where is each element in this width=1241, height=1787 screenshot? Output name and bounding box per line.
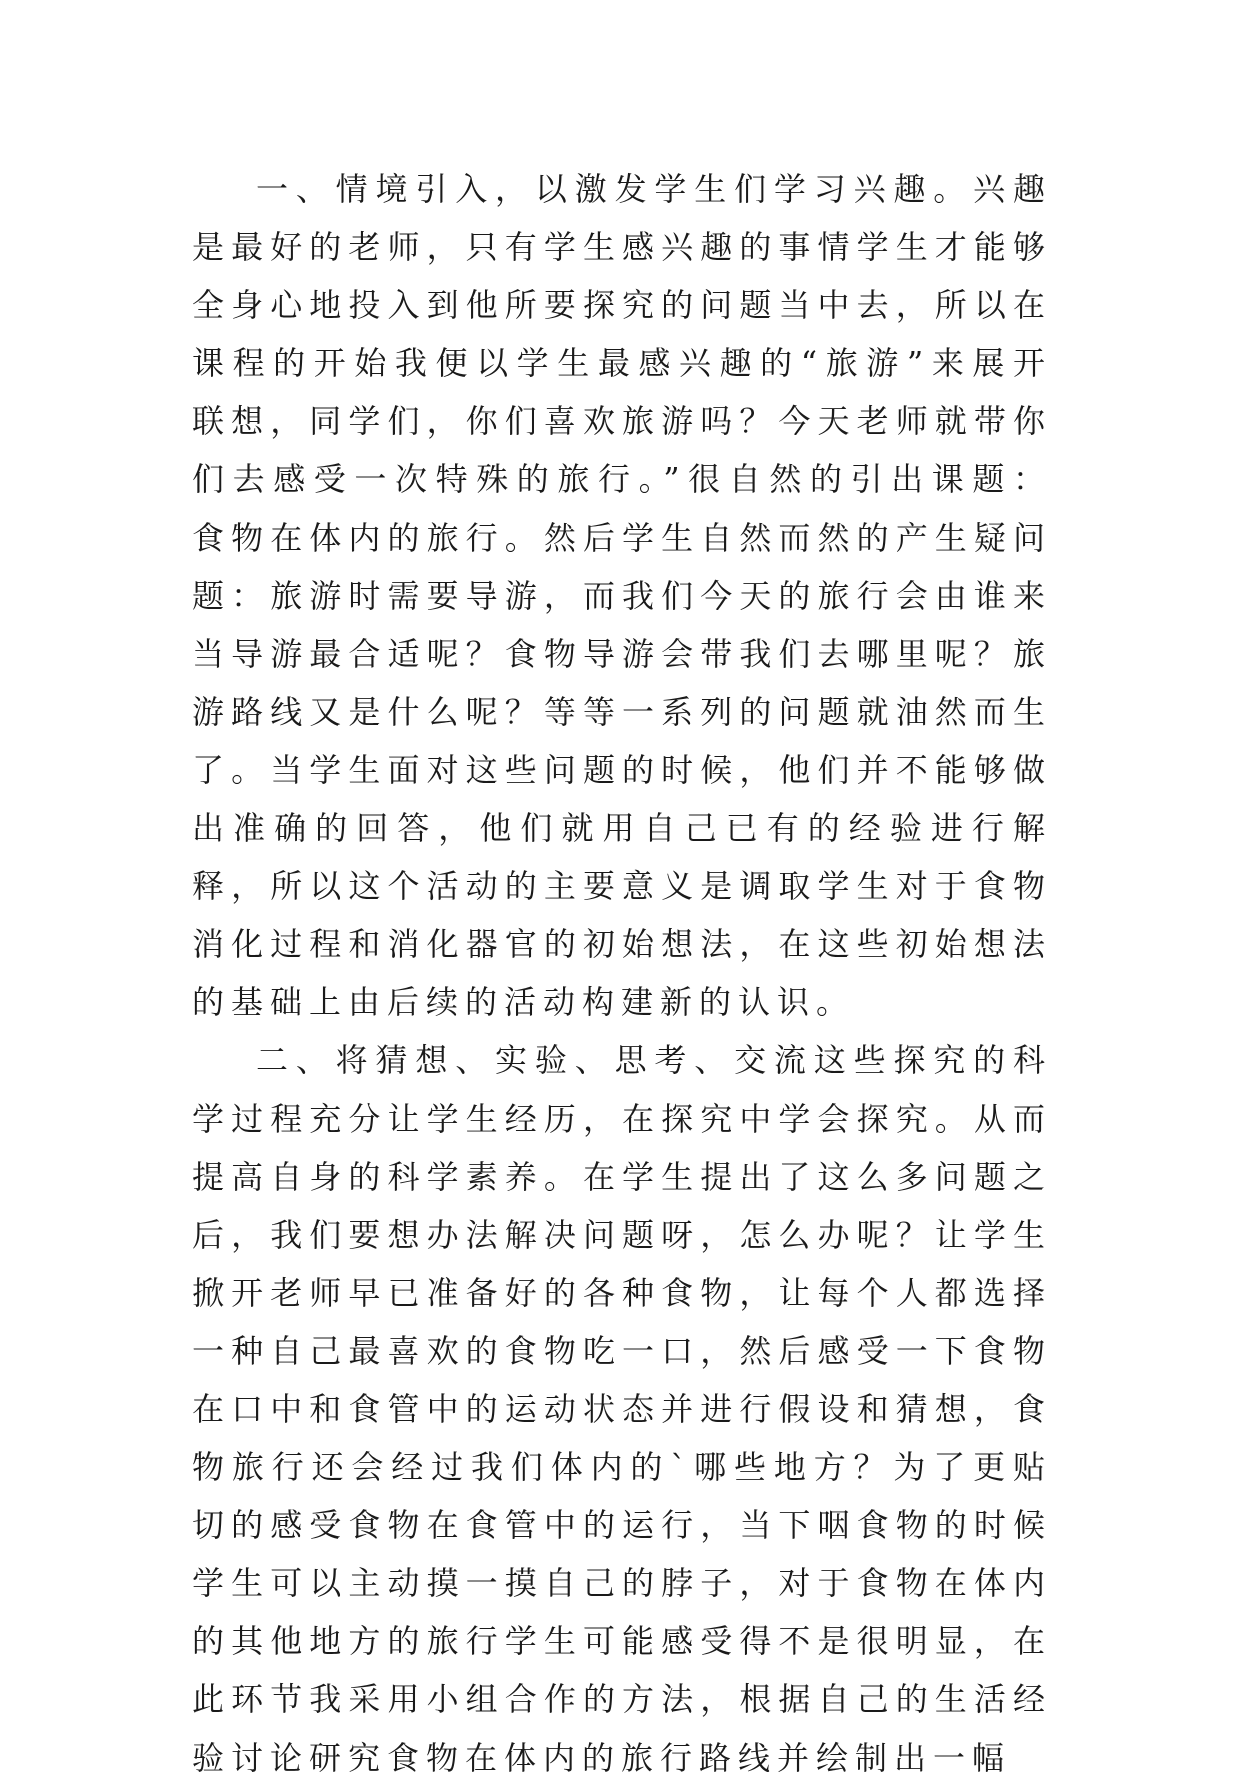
paragraph-1: 一、情境引入，以激发学生们学习兴趣。兴趣是最好的老师，只有学生感兴趣的事情学生才能够全身心地投入到他所要探究的问题当中去，所以在课程的开始我便以学生最感兴趣的“旅游”来展开联想，同学们，你们喜欢旅游吗？今天老师就带你们去感受一次特殊的旅行。”很自然的引出课题：食物在体内的旅行。然后学生自然而然的产生疑问题：旅游时需要导游，而我们今天的旅行会由谁来当导游最合适呢？食物导游会带我们去哪里呢？旅游路线又是什么呢？等等一系列的问题就油然而生了。当学生面对这些问题的时候，他们并不能够做出准确的回答，他们就用自己已有的经验进行解释，所以这个活动的主要意义是调取学生对于食物消化过程和消化器官的初始想法，在这些初始想法的基础上由后续的活动构建新的认识。 xyxy=(192,170,1052,1022)
document-body xyxy=(192,160,1052,1787)
paragraph-2: 二、将猜想、实验、思考、交流这些探究的科学过程充分让学生经历，在探究中学会探究。从而提高自身的科学素养。在学生提出了这么多问题之后，我们要想办法解决问题呀，怎么办呢？让学生掀开老师早已准备好的各种食物，让每个人都选择一种自己最喜欢的食物吃一口，然后感受一下食物在口中和食管中的运动状态并进行假设和猜想，食物旅行还会经过我们体内的`哪些地方？为了更贴切的感受食物在食管中的运行，当下咽食物的时候学生可以主动摸一摸自己的脖子，对于食物在体内的其他地方的旅行学生可能感受得不是很明显，在此环节我采用小组合作的方法，根据自己的生活经验讨论研究食物在体内的旅行路线并绘制出一幅 xyxy=(192,1041,1052,1777)
